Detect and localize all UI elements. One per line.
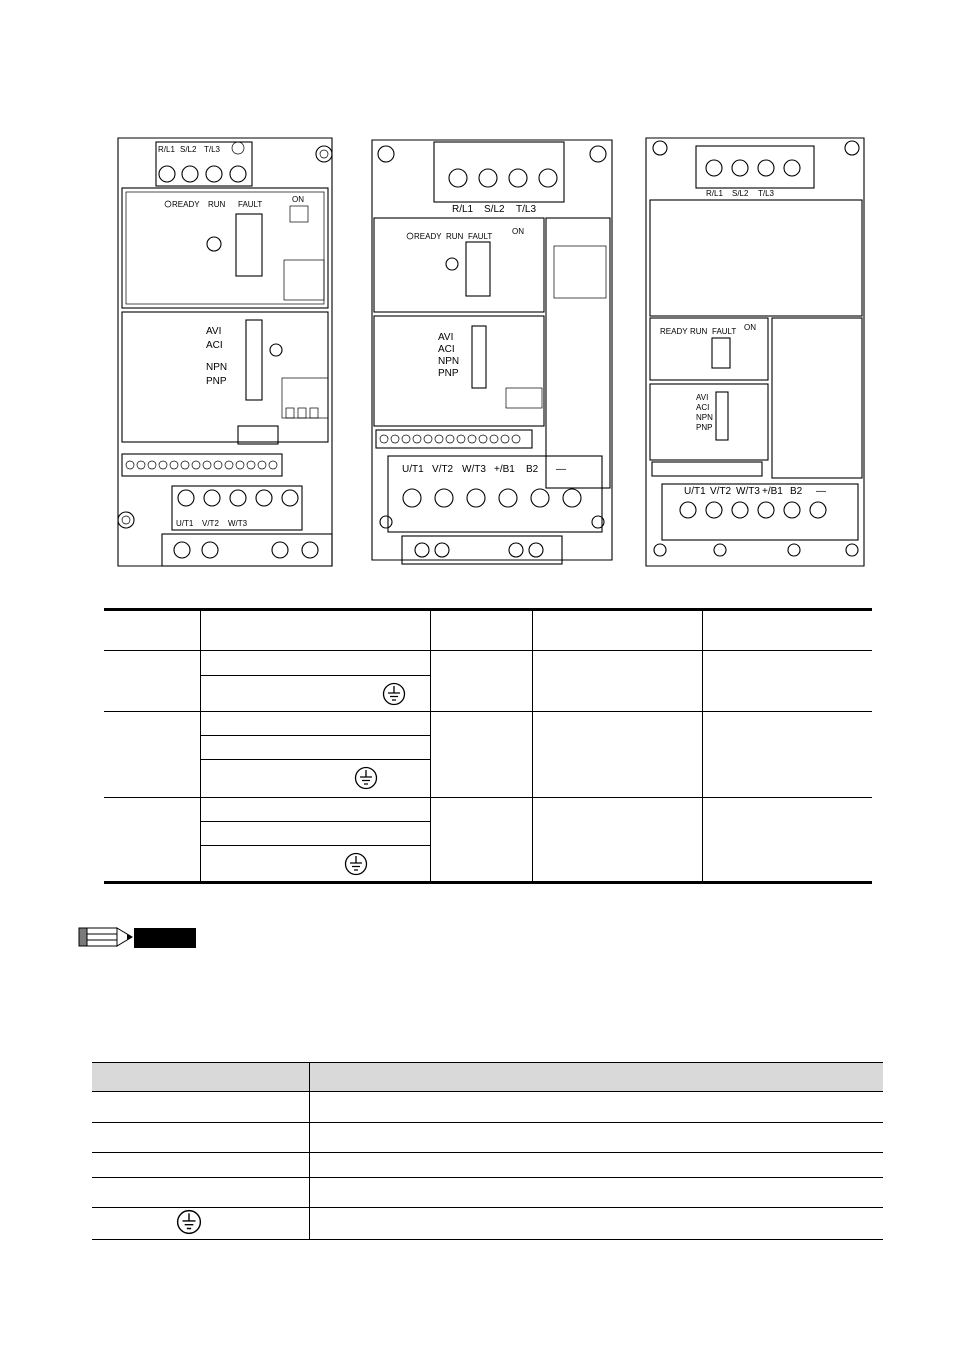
led-ready-label: READY xyxy=(414,232,442,241)
led-run-label: RUN xyxy=(690,327,708,336)
note-label-badge xyxy=(134,928,196,948)
drive-drawing-frame-c xyxy=(642,134,870,570)
terminal-description-table xyxy=(92,1062,883,1240)
terminal-label-minus: — xyxy=(556,464,566,475)
table-header-row xyxy=(92,1062,883,1092)
output-terminal-screws xyxy=(403,489,581,507)
terminal-label-s: S/L2 xyxy=(484,204,505,215)
terminal-label-t: T/L3 xyxy=(204,145,221,154)
led-ready-label: READY xyxy=(660,327,688,336)
terminal-label-b1: +/B1 xyxy=(762,486,783,497)
output-terminal-screws xyxy=(178,490,298,506)
terminal-label-v: V/T2 xyxy=(710,486,732,497)
terminal-label-u: U/T1 xyxy=(176,519,194,528)
terminal-label-s: S/L2 xyxy=(732,189,749,198)
led-run-label: RUN xyxy=(446,232,464,241)
control-terminal-screws xyxy=(126,461,277,469)
terminal-label-r: R/L1 xyxy=(158,145,175,154)
pencil-note-icon xyxy=(78,925,134,949)
led-fault-label: FAULT xyxy=(712,327,737,336)
terminal-label-b2: B2 xyxy=(790,486,803,497)
ground-icon xyxy=(382,682,406,706)
input-terminal-screws xyxy=(706,160,800,176)
switch-label-pnp: PNP xyxy=(206,376,227,387)
output-terminal-screws xyxy=(680,502,826,518)
dip-switch-label: ON xyxy=(512,227,524,236)
led-fault-label: FAULT xyxy=(468,232,493,241)
terminal-spec-table xyxy=(104,608,872,884)
switch-label-pnp: PNP xyxy=(438,368,459,379)
ground-icon xyxy=(176,1209,202,1235)
terminal-label-r: R/L1 xyxy=(452,204,474,215)
switch-label-avi: AVI xyxy=(438,332,454,343)
terminal-label-v: V/T2 xyxy=(202,519,219,528)
terminal-label-r: R/L1 xyxy=(706,189,723,198)
switch-label-aci: ACI xyxy=(438,344,455,355)
dip-switch-label: ON xyxy=(744,323,756,332)
switch-label-npn: NPN xyxy=(438,356,460,367)
terminal-label-b2: B2 xyxy=(526,464,539,475)
led-fault-label: FAULT xyxy=(238,200,263,209)
drive-drawing-frame-a xyxy=(110,134,340,570)
ground-icon xyxy=(354,766,378,790)
control-terminal-screws xyxy=(380,435,520,443)
terminal-label-s: S/L2 xyxy=(180,145,197,154)
switch-label-aci: ACI xyxy=(206,340,223,351)
switch-label-avi: AVI xyxy=(696,393,709,402)
terminal-label-u: U/T1 xyxy=(402,464,424,475)
terminal-label-w: W/T3 xyxy=(736,486,760,497)
drive-drawing-frame-b xyxy=(366,134,618,570)
terminal-label-minus: — xyxy=(816,486,826,497)
terminal-label-t: T/L3 xyxy=(516,204,537,215)
led-ready-label: READY xyxy=(172,200,200,209)
switch-label-npn: NPN xyxy=(696,413,713,422)
dip-switch-label: ON xyxy=(292,195,304,204)
terminal-label-v: V/T2 xyxy=(432,464,454,475)
terminal-label-t: T/L3 xyxy=(758,189,775,198)
ground-icon xyxy=(344,852,368,876)
drive-drawings xyxy=(110,134,870,570)
terminal-label-u: U/T1 xyxy=(684,486,706,497)
terminal-label-b1: +/B1 xyxy=(494,464,515,475)
led-run-label: RUN xyxy=(208,200,226,209)
switch-label-aci: ACI xyxy=(696,403,710,412)
switch-label-pnp: PNP xyxy=(696,423,713,432)
input-terminal-screws xyxy=(449,169,557,187)
switch-label-avi: AVI xyxy=(206,326,222,337)
terminal-label-w: W/T3 xyxy=(462,464,486,475)
terminal-label-w: W/T3 xyxy=(228,519,248,528)
switch-label-npn: NPN xyxy=(206,362,228,373)
